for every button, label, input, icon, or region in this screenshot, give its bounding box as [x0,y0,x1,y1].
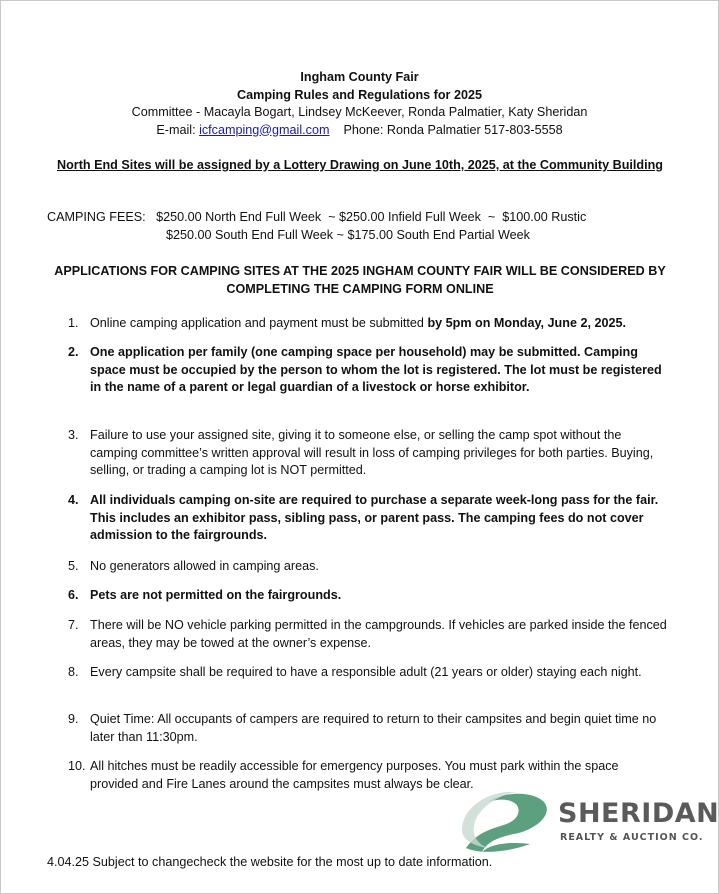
rule-number: 3. [68,428,79,442]
email-label: E-mail: [156,122,200,137]
sheridan-logo [458,786,719,856]
rule-number: 5. [68,559,79,573]
rule-number: 1. [68,316,79,330]
applications-heading: APPLICATIONS FOR CAMPING SITES AT THE 2025 INGHAM COUNTY FAIR WILL BE CONSIDERED BY COMPLETING THE CAMPING FORM ONLINE [54,264,666,296]
fees-line-1: CAMPING FEES: $250.00 North End Full Week ~ $250.00 Infield Full Week ~ $100.00 Rustic [47,210,587,224]
rule-item [68,558,668,576]
rule-item [68,587,668,605]
rule-number: 7. [68,618,79,632]
rule-text: One application per family (one camping space per household) may be submitted. Camping space must be occupied by the person to whom the lot is registered. The lot must be registered in the name of a parent or legal guardian of a livestock or horse exhibitor. [90,345,662,395]
rule-item [68,315,668,333]
rule-text: There will be NO vehicle parking permitted in the campgrounds. If vehicles are parked inside the fenced areas, they may be towed at the owner’s expense. [90,618,667,650]
footer-note: 4.04.25 Subject to changecheck the website for the most up to date information. [47,855,493,869]
rule-text: No generators allowed in camping areas. [90,559,319,573]
phone-text: Phone: Ronda Palmatier 517-803-5558 [343,122,563,137]
document-header [0,69,719,139]
rule-item [68,664,668,682]
rule-item [68,617,668,652]
rule-number: 6. [68,588,79,602]
lottery-notice: North End Sites will be assigned by a Lottery Drawing on June 10th, 2025, at the Community Building [57,158,663,172]
committee-line: Committee - Macayla Bogart, Lindsey McKeever, Ronda Palmatier, Katy Sheridan [131,105,588,119]
rule-item [68,427,668,480]
rule-text: Quiet Time: All occupants of campers are required to return to their campsites and begin quiet time no later than 11:30pm. [90,712,657,744]
rule-text: Every campsite shall be required to have a responsible adult (21 years or older) staying each night. [90,665,642,679]
org-name: Ingham County Fair [300,70,419,84]
logo-wordmark: SHERIDAN [558,798,719,829]
rule-item [68,711,668,746]
rule-number: 9. [68,712,79,726]
rule-number: 4. [68,493,79,507]
camping-fees [47,208,586,244]
rule-item [68,344,668,397]
rule-text: Failure to use your assigned site, giving it to someone else, or selling the camp spot without the camping committee’s written approval will result in loss of camping privileges for both parties. Buying, selling, or trading a camping lot is NOT permitted. [90,428,654,478]
rule-number: 8. [68,665,79,679]
fees-line-2: $250.00 South End Full Week ~ $175.00 South End Partial Week [166,228,530,242]
rule-text: Pets are not permitted on the fairgrounds. [90,588,342,602]
email-link[interactable]: icfcamping@gmail.com [199,122,330,137]
rule-text: All individuals camping on-site are required to purchase a separate week-long pass for the fair. This includes an exhibitor pass, sibling pass, or parent pass. The camping fees do not cover admission to the fairgrounds. [90,493,659,543]
contact-line [0,122,719,140]
rule-number: 10. [68,759,86,773]
rule-text: All hitches must be readily accessible for emergency purposes. You must park within the space provided and Fire Lanes around the campsites must always be clear. [90,759,619,791]
document-title: Camping Rules and Regulations for 2025 [237,87,482,102]
logo-subtitle: REALTY & AUCTION CO. [560,832,704,843]
rule-text: Online camping application and payment must be submitted by 5pm on Monday, June 2, 2025. [90,316,626,330]
rule-number: 2. [68,345,79,359]
sheridan-s-logo-icon [458,786,554,856]
rule-item [68,492,668,545]
